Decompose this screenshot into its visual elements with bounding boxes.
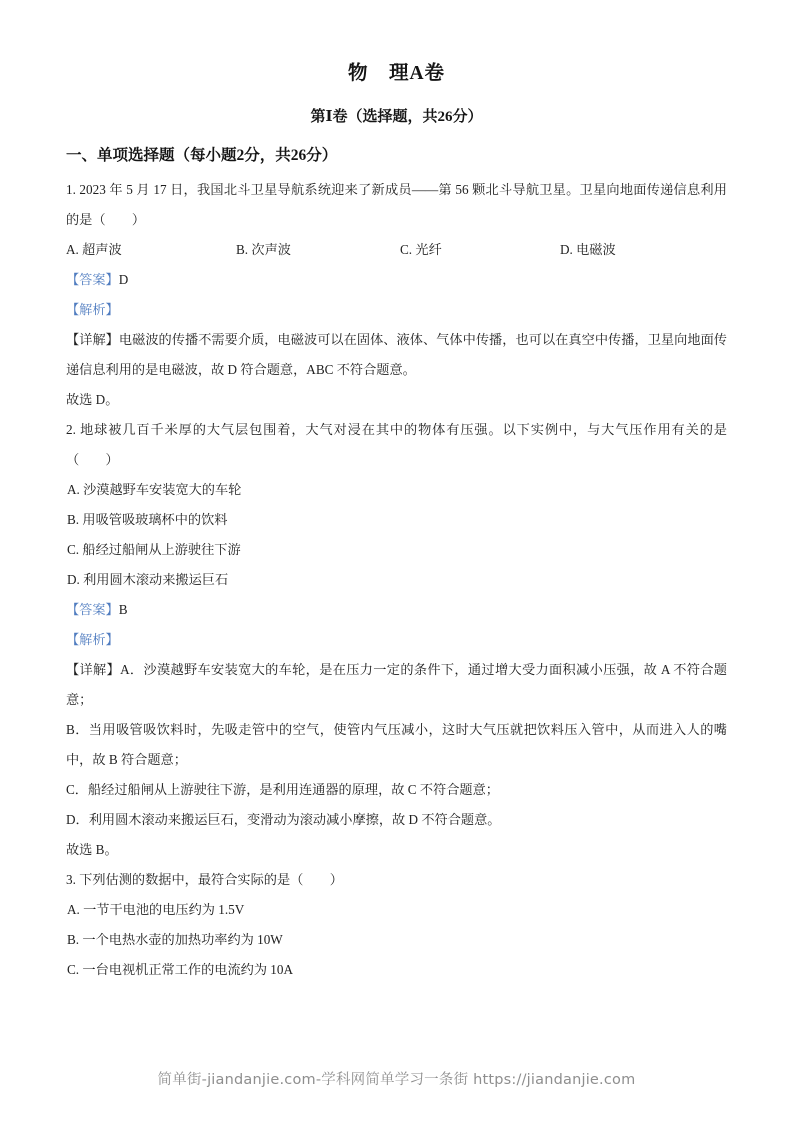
question-1-option-c[interactable]: C. 光纤 [400,241,442,257]
analysis-marker: 【解析】 [66,301,119,317]
question-1 [66,175,727,415]
question-1-option-d[interactable]: D. 电磁波 [560,241,616,257]
question-2-answer [66,595,727,625]
footer-watermark: 简单街-jiandanjie.com-学科网简单学习一条街 https://jiandanjie.com [157,1072,636,1088]
question-2-detail-line-3: C．船经过船闸从上游驶往下游，是利用连通器的原理，故 C 不符合题意； [66,781,499,797]
question-1-analysis-marker-row [66,295,727,325]
question-2-detail-line-1: 【详解】A．沙漠越野车安装宽大的车轮，是在压力一定的条件下，通过增大受力面积减小压强，故 A 不符合题意； [66,661,727,707]
question-2 [66,415,727,865]
question-1-option-a[interactable]: A. 超声波 [66,241,122,257]
question-3-option-a[interactable]: A. 一节干电池的电压约为 1.5V [67,901,245,917]
analysis-marker: 【解析】 [66,631,119,647]
question-2-detail-line-2: B．当用吸管吸饮料时，先吸走管中的空气，使管内气压减小，这时大气压就把饮料压入管中，从而进入人的嘴中，故 B 符合题意； [66,721,727,767]
question-2-detail-line-5: 故选 B。 [66,841,118,857]
section-title: 第Ⅰ卷（选择题，共26分） [310,109,483,126]
question-2-option-b[interactable]: B. 用吸管吸玻璃杯中的饮料 [67,511,228,527]
question-1-options [66,235,727,265]
part-title: 一、单项选择题（每小题2分，共26分） [66,147,338,165]
question-1-detail-line-1: 【详解】电磁波的传播不需要介质，电磁波可以在固体、液体、气体中传播，也可以在真空中传播，卫星向地面传递信息利用的是电磁波，故 D 符合题意，ABC 不符合题意。 [66,331,727,377]
question-1-answer-value: D [118,271,129,287]
question-3-option-c[interactable]: C. 一台电视机正常工作的电流约为 10A [67,961,294,977]
question-1-stem: 1. 2023 年 5 月 17 日，我国北斗卫星导航系统迎来了新成员——第 56 颗北斗导航卫星。卫星向地面传递信息利用的是（ ） [66,181,727,227]
question-3-option-b[interactable]: B. 一个电热水壶的加热功率约为 10W [67,931,283,947]
question-2-analysis-marker-row [66,625,727,655]
question-1-option-b[interactable]: B. 次声波 [236,241,291,257]
question-3 [66,865,727,985]
question-3-stem: 3. 下列估测的数据中，最符合实际的是（ ） [66,871,343,887]
question-2-answer-value: B [118,601,128,617]
question-2-option-d[interactable]: D. 利用圆木滚动来搬运巨石 [67,571,229,587]
answer-marker: 【答案】 [66,271,119,287]
question-2-option-a[interactable]: A. 沙漠越野车安装宽大的车轮 [67,481,242,497]
question-2-option-c[interactable]: C. 船经过船闸从上游驶往下游 [67,541,241,557]
answer-marker: 【答案】 [66,601,119,617]
question-1-detail-line-2: 故选 D。 [66,391,119,407]
question-2-detail-line-4: D．利用圆木滚动来搬运巨石，变滑动为滚动减小摩擦，故 D 不符合题意。 [66,811,501,827]
question-2-stem: 2. 地球被几百千米厚的大气层包围着，大气对浸在其中的物体有压强。以下实例中，与大气压作用有关的是（ ） [66,421,727,467]
page-title: 物 理A卷 [347,63,446,84]
question-1-answer [66,265,727,295]
